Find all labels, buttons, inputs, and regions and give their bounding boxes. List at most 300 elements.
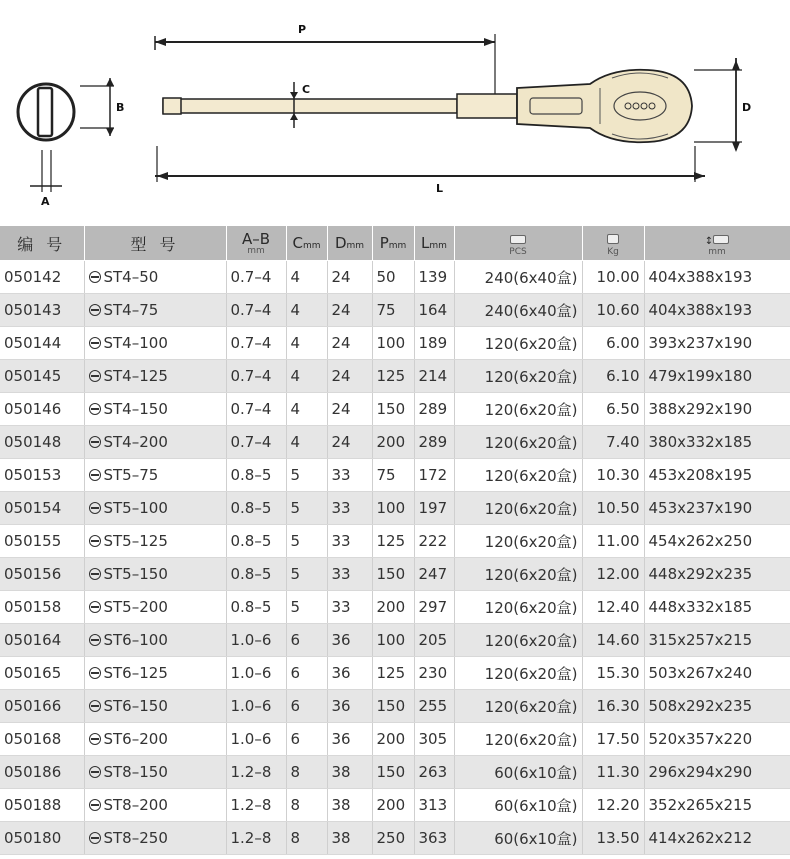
cell-ab xyxy=(226,624,286,657)
cell-d xyxy=(327,591,372,624)
cell-c xyxy=(286,360,327,393)
cell-model-text: ST6–100 xyxy=(103,631,168,649)
cell-size xyxy=(644,261,790,294)
cell-c-text: 5 xyxy=(290,466,301,484)
table-row xyxy=(0,723,790,756)
cell-model xyxy=(84,261,226,294)
carton-icon xyxy=(713,235,729,244)
cell-c-text: 4 xyxy=(290,400,301,418)
dim-label-c: C xyxy=(302,83,311,96)
cell-kg xyxy=(582,591,644,624)
cell-kg-text: 6.00 xyxy=(606,334,640,352)
cell-size xyxy=(644,657,790,690)
cell-ab xyxy=(226,492,286,525)
cell-p xyxy=(372,426,414,459)
cell-kg-text: 11.30 xyxy=(596,763,640,781)
cell-l xyxy=(414,756,454,789)
cell-ab-text: 0.8–5 xyxy=(230,532,272,550)
cell-l xyxy=(414,360,454,393)
cell-code-text: 050153 xyxy=(4,466,62,484)
cell-code-text: 050168 xyxy=(4,730,62,748)
cell-c-text: 6 xyxy=(290,697,301,715)
cell-ab-text: 0.7–4 xyxy=(230,334,272,352)
cell-c xyxy=(286,294,327,327)
cell-p xyxy=(372,591,414,624)
table-row xyxy=(0,459,790,492)
cell-model xyxy=(84,525,226,558)
cell-pcs-text: 60(6x10盒) xyxy=(494,796,578,815)
cell-d xyxy=(327,360,372,393)
cell-c-text: 6 xyxy=(290,631,301,649)
cell-l-text: 172 xyxy=(418,466,448,484)
cell-p-text: 125 xyxy=(376,532,406,550)
cell-model xyxy=(84,459,226,492)
cell-model-text: ST4–50 xyxy=(103,268,159,286)
cell-ab-text: 0.8–5 xyxy=(230,499,272,517)
slotted-tip-icon xyxy=(89,403,101,415)
cell-size-text: 393x237x190 xyxy=(648,334,753,352)
cell-pcs-text: 120(6x20盒) xyxy=(484,367,578,386)
cell-model xyxy=(84,393,226,426)
cell-size-text: 448x292x235 xyxy=(648,565,753,583)
cell-p-text: 150 xyxy=(376,763,406,781)
cell-d xyxy=(327,558,372,591)
cell-code-text: 050148 xyxy=(4,433,62,451)
cell-code xyxy=(0,558,84,591)
cell-size-text: 453x208x195 xyxy=(648,466,753,484)
header-d: Dmm xyxy=(327,226,372,261)
cell-p-text: 100 xyxy=(376,631,406,649)
cell-c xyxy=(286,426,327,459)
cell-p xyxy=(372,393,414,426)
cell-d xyxy=(327,525,372,558)
cell-d xyxy=(327,756,372,789)
table-row xyxy=(0,492,790,525)
cell-ab xyxy=(226,393,286,426)
slotted-tip-icon xyxy=(89,535,101,547)
cell-l xyxy=(414,294,454,327)
cell-p xyxy=(372,525,414,558)
table-row xyxy=(0,360,790,393)
cell-p-text: 100 xyxy=(376,499,406,517)
slotted-tip-icon xyxy=(89,832,101,844)
cell-p xyxy=(372,558,414,591)
cell-c-text: 4 xyxy=(290,334,301,352)
cell-l xyxy=(414,261,454,294)
cell-model-text: ST4–125 xyxy=(103,367,168,385)
header-c: Cmm xyxy=(286,226,327,261)
cell-size xyxy=(644,492,790,525)
cell-d xyxy=(327,426,372,459)
cell-pcs xyxy=(454,822,582,855)
cell-l xyxy=(414,426,454,459)
cell-size xyxy=(644,294,790,327)
cell-d xyxy=(327,261,372,294)
cell-kg-text: 13.50 xyxy=(596,829,640,847)
header-kg: Kg xyxy=(582,226,644,261)
cell-size-text: 503x267x240 xyxy=(648,664,753,682)
screwdriver-dimension-diagram xyxy=(0,0,790,222)
screwdriver-profile xyxy=(163,70,692,142)
cell-kg-text: 11.00 xyxy=(596,532,640,550)
cell-pcs-text: 120(6x20盒) xyxy=(484,466,578,485)
header-code: 编 号 xyxy=(0,226,84,261)
cell-p xyxy=(372,261,414,294)
cell-pcs-text: 120(6x20盒) xyxy=(484,433,578,452)
cell-ab xyxy=(226,558,286,591)
cell-kg xyxy=(582,393,644,426)
cell-kg xyxy=(582,294,644,327)
cell-d-text: 36 xyxy=(331,664,351,682)
cell-kg xyxy=(582,261,644,294)
cell-l-text: 255 xyxy=(418,697,448,715)
cell-pcs-text: 60(6x10盒) xyxy=(494,829,578,848)
cell-size xyxy=(644,459,790,492)
cell-c xyxy=(286,822,327,855)
cell-d-text: 24 xyxy=(331,301,351,319)
cell-p xyxy=(372,294,414,327)
cell-pcs-text: 120(6x20盒) xyxy=(484,334,578,353)
cell-ab xyxy=(226,360,286,393)
cell-kg-text: 17.50 xyxy=(596,730,640,748)
cell-d-text: 24 xyxy=(331,334,351,352)
cell-l xyxy=(414,723,454,756)
cell-pcs-text: 120(6x20盒) xyxy=(484,598,578,617)
cell-ab xyxy=(226,294,286,327)
cell-size xyxy=(644,756,790,789)
cell-code-text: 050164 xyxy=(4,631,62,649)
cell-ab xyxy=(226,723,286,756)
cell-l-text: 222 xyxy=(418,532,448,550)
cell-d xyxy=(327,459,372,492)
cell-l-text: 247 xyxy=(418,565,448,583)
cell-kg-text: 10.50 xyxy=(596,499,640,517)
cell-kg xyxy=(582,426,644,459)
cell-d xyxy=(327,624,372,657)
cell-size-text: 414x262x212 xyxy=(648,829,753,847)
cell-p-text: 125 xyxy=(376,367,406,385)
cell-c xyxy=(286,624,327,657)
cell-code-text: 050154 xyxy=(4,499,62,517)
cell-code xyxy=(0,459,84,492)
cell-model xyxy=(84,657,226,690)
cell-code xyxy=(0,360,84,393)
cell-d xyxy=(327,822,372,855)
cell-code xyxy=(0,723,84,756)
cell-kg xyxy=(582,525,644,558)
cell-code-text: 050146 xyxy=(4,400,62,418)
table-row xyxy=(0,822,790,855)
cell-pcs xyxy=(454,591,582,624)
cell-l-text: 363 xyxy=(418,829,448,847)
cell-size xyxy=(644,822,790,855)
cell-l-text: 139 xyxy=(418,268,448,286)
cell-model xyxy=(84,360,226,393)
cell-c xyxy=(286,690,327,723)
cell-d-text: 33 xyxy=(331,598,351,616)
cell-code-text: 050143 xyxy=(4,301,62,319)
cell-kg-text: 6.10 xyxy=(606,367,640,385)
cell-model-text: ST4–75 xyxy=(103,301,159,319)
cell-c-text: 8 xyxy=(290,829,301,847)
cell-c-text: 4 xyxy=(290,433,301,451)
cell-size xyxy=(644,327,790,360)
cell-model-text: ST4–200 xyxy=(103,433,168,451)
cell-size xyxy=(644,789,790,822)
cell-c-text: 6 xyxy=(290,730,301,748)
cell-d-text: 38 xyxy=(331,796,351,814)
cell-kg xyxy=(582,360,644,393)
cell-c xyxy=(286,327,327,360)
cell-l-text: 305 xyxy=(418,730,448,748)
cell-c xyxy=(286,492,327,525)
cell-c xyxy=(286,459,327,492)
cell-d-text: 33 xyxy=(331,466,351,484)
cell-d xyxy=(327,690,372,723)
cell-d xyxy=(327,723,372,756)
cell-model-text: ST4–100 xyxy=(103,334,168,352)
cell-code xyxy=(0,756,84,789)
dim-label-d: D xyxy=(742,101,752,114)
cell-pcs-text: 120(6x20盒) xyxy=(484,730,578,749)
cell-l-text: 197 xyxy=(418,499,448,517)
cell-ab-text: 0.7–4 xyxy=(230,400,272,418)
cell-ab-text: 1.2–8 xyxy=(230,829,272,847)
cell-model-text: ST6–200 xyxy=(103,730,168,748)
cell-model xyxy=(84,294,226,327)
cell-p xyxy=(372,327,414,360)
cell-d xyxy=(327,657,372,690)
cell-ab xyxy=(226,690,286,723)
cell-ab-text: 0.7–4 xyxy=(230,367,272,385)
cell-c-text: 6 xyxy=(290,664,301,682)
slotted-tip-icon xyxy=(89,469,101,481)
cell-c xyxy=(286,591,327,624)
cell-size-text: 296x294x290 xyxy=(648,763,753,781)
cell-p xyxy=(372,822,414,855)
cell-kg-text: 15.30 xyxy=(596,664,640,682)
cell-kg-text: 7.40 xyxy=(606,433,640,451)
cell-model xyxy=(84,789,226,822)
cell-pcs-text: 120(6x20盒) xyxy=(484,631,578,650)
header-model: 型 号 xyxy=(84,226,226,261)
cell-d-text: 38 xyxy=(331,763,351,781)
cell-l xyxy=(414,459,454,492)
table-row xyxy=(0,261,790,294)
cell-kg-text: 10.00 xyxy=(596,268,640,286)
cell-model-text: ST4–150 xyxy=(103,400,168,418)
slotted-tip-icon xyxy=(89,370,101,382)
cell-pcs xyxy=(454,723,582,756)
cell-l-text: 189 xyxy=(418,334,448,352)
cell-ab xyxy=(226,459,286,492)
cell-ab-text: 0.8–5 xyxy=(230,565,272,583)
cell-pcs xyxy=(454,492,582,525)
cell-pcs xyxy=(454,657,582,690)
cell-p-text: 200 xyxy=(376,598,406,616)
weight-icon xyxy=(607,234,619,244)
table-row xyxy=(0,591,790,624)
cell-model xyxy=(84,822,226,855)
cell-c xyxy=(286,756,327,789)
cell-c xyxy=(286,789,327,822)
tip-end-view xyxy=(18,78,114,192)
cell-ab xyxy=(226,261,286,294)
cell-ab-text: 0.7–4 xyxy=(230,268,272,286)
cell-l-text: 289 xyxy=(418,400,448,418)
cell-code-text: 050166 xyxy=(4,697,62,715)
cell-code xyxy=(0,393,84,426)
cell-d xyxy=(327,327,372,360)
cell-model xyxy=(84,624,226,657)
cell-p-text: 150 xyxy=(376,400,406,418)
cell-c-text: 4 xyxy=(290,301,301,319)
cell-pcs-text: 120(6x20盒) xyxy=(484,400,578,419)
cell-kg-text: 12.00 xyxy=(596,565,640,583)
cell-ab xyxy=(226,657,286,690)
cell-c-text: 5 xyxy=(290,499,301,517)
cell-c-text: 8 xyxy=(290,763,301,781)
slotted-tip-icon xyxy=(89,634,101,646)
cell-kg-text: 10.60 xyxy=(596,301,640,319)
cell-l xyxy=(414,657,454,690)
cell-l-text: 297 xyxy=(418,598,448,616)
cell-pcs-text: 120(6x20盒) xyxy=(484,697,578,716)
cell-kg-text: 10.30 xyxy=(596,466,640,484)
cell-model-text: ST5–200 xyxy=(103,598,168,616)
cell-size xyxy=(644,723,790,756)
cell-size-text: 479x199x180 xyxy=(648,367,753,385)
cell-pcs xyxy=(454,624,582,657)
cell-kg xyxy=(582,690,644,723)
cell-code-text: 050145 xyxy=(4,367,62,385)
cell-model-text: ST6–125 xyxy=(103,664,168,682)
cell-code xyxy=(0,525,84,558)
cell-model-text: ST5–75 xyxy=(103,466,159,484)
cell-size-text: 448x332x185 xyxy=(648,598,753,616)
cell-ab-text: 0.7–4 xyxy=(230,301,272,319)
cell-code-text: 050165 xyxy=(4,664,62,682)
cell-size-text: 454x262x250 xyxy=(648,532,753,550)
table-row xyxy=(0,393,790,426)
cell-d xyxy=(327,789,372,822)
slotted-tip-icon xyxy=(89,436,101,448)
cell-code xyxy=(0,261,84,294)
cell-size-text: 508x292x235 xyxy=(648,697,753,715)
cell-code-text: 050158 xyxy=(4,598,62,616)
header-size: ↕ mm xyxy=(644,226,790,261)
header-p: Pmm xyxy=(372,226,414,261)
cell-d xyxy=(327,492,372,525)
cell-d-text: 24 xyxy=(331,367,351,385)
cell-p-text: 250 xyxy=(376,829,406,847)
cell-l xyxy=(414,558,454,591)
cell-c xyxy=(286,723,327,756)
cell-p-text: 75 xyxy=(376,466,396,484)
slotted-tip-icon xyxy=(89,304,101,316)
cell-pcs xyxy=(454,294,582,327)
cell-p xyxy=(372,789,414,822)
cell-size-text: 380x332x185 xyxy=(648,433,753,451)
cell-ab xyxy=(226,591,286,624)
cell-c xyxy=(286,393,327,426)
cell-kg xyxy=(582,624,644,657)
cell-l-text: 289 xyxy=(418,433,448,451)
cell-code-text: 050156 xyxy=(4,565,62,583)
spec-table xyxy=(0,226,790,855)
header-ab: A–B mm xyxy=(226,226,286,261)
cell-size-text: 404x388x193 xyxy=(648,301,753,319)
cell-code xyxy=(0,591,84,624)
cell-size xyxy=(644,624,790,657)
cell-kg-text: 12.40 xyxy=(596,598,640,616)
slotted-tip-icon xyxy=(89,271,101,283)
cell-d-text: 24 xyxy=(331,433,351,451)
cell-size-text: 388x292x190 xyxy=(648,400,753,418)
cell-code xyxy=(0,822,84,855)
cell-pcs-text: 120(6x20盒) xyxy=(484,499,578,518)
cell-size-text: 520x357x220 xyxy=(648,730,753,748)
cell-d xyxy=(327,393,372,426)
cell-c-text: 5 xyxy=(290,532,301,550)
cell-size-text: 404x388x193 xyxy=(648,268,753,286)
cell-c-text: 5 xyxy=(290,565,301,583)
slotted-tip-icon xyxy=(89,601,101,613)
cell-c-text: 8 xyxy=(290,796,301,814)
dim-label-p: P xyxy=(298,23,307,36)
cell-kg-text: 16.30 xyxy=(596,697,640,715)
cell-ab-text: 1.0–6 xyxy=(230,697,272,715)
cell-p xyxy=(372,624,414,657)
header-pcs: PCS xyxy=(454,226,582,261)
table-row xyxy=(0,558,790,591)
cell-l xyxy=(414,393,454,426)
slotted-tip-icon xyxy=(89,337,101,349)
cell-code-text: 050142 xyxy=(4,268,62,286)
dim-label-b: B xyxy=(116,101,125,114)
cell-p xyxy=(372,756,414,789)
cell-kg-text: 6.50 xyxy=(606,400,640,418)
cell-pcs-text: 240(6x40盒) xyxy=(484,268,578,287)
cell-p-text: 100 xyxy=(376,334,406,352)
table-row xyxy=(0,525,790,558)
cell-p xyxy=(372,360,414,393)
cell-l-text: 164 xyxy=(418,301,448,319)
cell-p-text: 75 xyxy=(376,301,396,319)
cell-d-text: 38 xyxy=(331,829,351,847)
cell-ab-text: 1.0–6 xyxy=(230,664,272,682)
cell-l xyxy=(414,789,454,822)
cell-ab-text: 1.0–6 xyxy=(230,631,272,649)
cell-d-text: 33 xyxy=(331,499,351,517)
cell-model xyxy=(84,558,226,591)
cell-model xyxy=(84,492,226,525)
cell-size xyxy=(644,525,790,558)
cell-d-text: 36 xyxy=(331,730,351,748)
cell-p xyxy=(372,459,414,492)
cell-p-text: 200 xyxy=(376,730,406,748)
cell-l xyxy=(414,327,454,360)
cell-pcs xyxy=(454,756,582,789)
cell-c-text: 5 xyxy=(290,598,301,616)
cell-pcs xyxy=(454,789,582,822)
cell-size-text: 315x257x215 xyxy=(648,631,753,649)
cell-model xyxy=(84,426,226,459)
cell-kg xyxy=(582,492,644,525)
table-header-row xyxy=(0,226,790,261)
cell-p xyxy=(372,657,414,690)
table-row xyxy=(0,624,790,657)
